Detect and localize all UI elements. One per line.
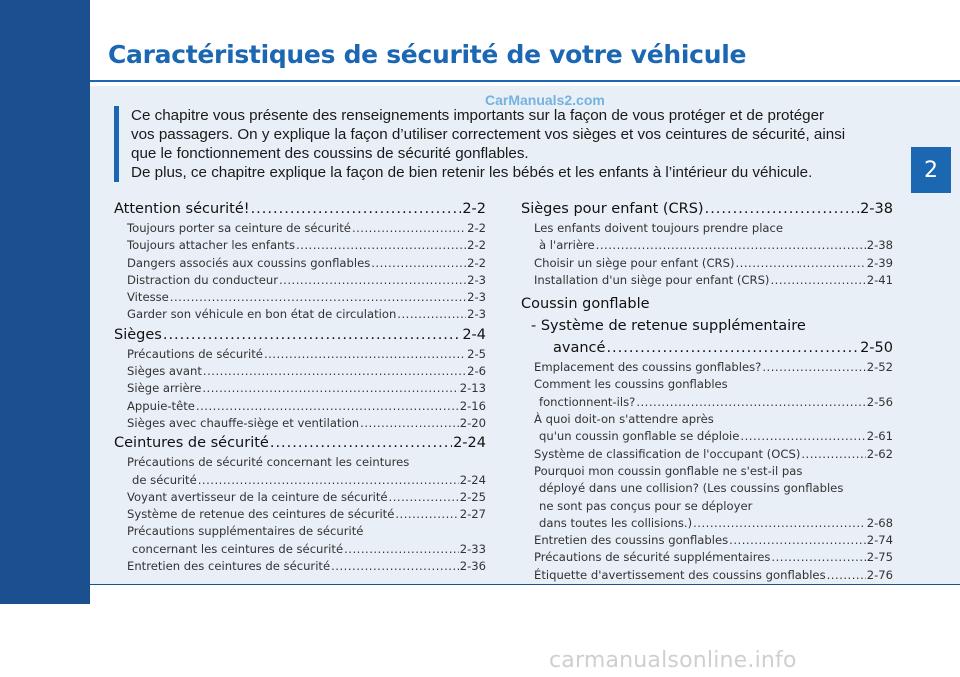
toc-page-number: 2-75 [866,550,893,565]
toc-entry-label: de sécurité [132,472,197,487]
toc-entry-label: Sièges avant [127,364,202,379]
toc-section-label: Attention sécurité! [114,201,250,217]
toc-leader [279,272,466,289]
toc-entry[interactable] [114,346,486,363]
toc-entry[interactable] [114,489,486,506]
intro-line: que le fonctionnement des coussins de sécurité gonflables. [131,145,529,162]
toc-leader [371,255,466,272]
toc-entry-continuation[interactable] [114,541,486,558]
watermark-bottom: carmanualsonline.info [549,648,797,673]
toc-entry-label: Précautions supplémentaires de sécurité [127,524,364,539]
title-rule [90,80,960,82]
toc-entry[interactable] [114,523,486,540]
toc-leader [360,415,459,432]
page-title: Caractéristiques de sécurité de votre véhicule [108,40,747,69]
toc-entry[interactable] [114,380,486,397]
toc-page-number: 2-38 [860,201,893,217]
toc-entry[interactable] [521,549,893,566]
toc-leader [196,398,459,415]
toc-leader [397,306,466,323]
toc-page-number: 2-25 [459,489,486,504]
toc-leader [771,549,865,566]
toc-page-number: 2-61 [866,429,893,444]
toc-section-continuation[interactable] [521,337,893,359]
toc-entry[interactable] [114,415,486,432]
toc-leader [636,394,865,411]
toc-leader [198,472,459,489]
toc-entry[interactable] [114,306,486,323]
toc-entry[interactable] [521,359,893,376]
toc-entry[interactable] [114,558,486,575]
toc-entry[interactable] [114,289,486,306]
toc-entry-label: Voyant avertisseur de la ceinture de sécurité [127,489,388,504]
toc-section-label: Sièges [114,326,162,343]
toc-entry-label: Système de retenue des ceintures de sécurité [127,507,395,522]
toc-entry-label: Vitesse [127,290,169,305]
toc-section-label: Sièges pour enfant (CRS) [521,201,704,217]
toc-leader [251,198,462,220]
toc-leader [352,220,466,237]
toc-entry[interactable] [521,411,893,428]
toc-leader [170,289,466,306]
toc-page-number: 2-27 [459,507,486,522]
toc-entry-label: ne sont pas conçus pour se déployer [539,498,753,513]
toc-page-number: 2-41 [866,272,893,287]
toc-entry-continuation[interactable] [521,498,893,515]
toc-entry-label: à l'arrière [539,238,595,253]
toc-page-number: 2-39 [866,255,893,270]
toc-leader [331,558,459,575]
toc-leader [693,515,866,532]
toc-entry-label: Emplacement des coussins gonflables? [534,360,762,375]
toc-section[interactable] [114,198,486,220]
toc-leader [735,255,865,272]
toc-entry-label: À quoi doit-on s'attendre après [534,412,714,427]
toc-page-number: 2-2 [467,221,486,235]
toc-entry[interactable] [114,220,486,237]
toc-entry[interactable] [114,272,486,289]
toc-leader [729,532,866,549]
toc-left-column [114,198,486,575]
toc-leader [770,272,865,289]
toc-leader [801,446,865,463]
toc-entry-continuation[interactable] [521,394,893,411]
toc-page-number: 2-50 [860,340,893,357]
toc-entry-label: Précautions de sécurité [127,346,263,361]
watermark-top: CarManuals2.com [485,92,605,108]
toc-entry[interactable] [521,567,893,584]
toc-page-number: 2-2 [467,238,486,253]
toc-entry-label: Siège arrière [127,381,202,396]
toc-entry-label: dans toutes les collisions.) [539,515,693,530]
toc-leader [163,324,461,346]
toc-leader [202,380,458,397]
toc-entry-label: qu'un coussin gonflable se déploie [539,429,740,444]
chapter-tab[interactable]: 2 [911,147,951,193]
toc-leader [606,337,859,359]
toc-section[interactable] [114,324,486,346]
toc-entry-continuation[interactable] [521,515,893,532]
toc-leader [740,428,865,445]
toc-entry[interactable] [114,398,486,415]
toc-entry-label: fonctionnent-ils? [539,394,636,409]
toc-entry-label: Étiquette d'avertissement des coussins gonflables [534,567,826,582]
toc-entry-label: Précautions de sécurité supplémentaires [534,550,771,565]
toc-entry-label: Pourquoi mon coussin gonflable ne s'est-il pas [534,463,803,478]
toc-entry-continuation[interactable] [521,428,893,445]
toc-section-label: Coussin gonflable [521,296,650,313]
toc-page-number: 2-74 [866,533,893,548]
toc-leader [705,198,859,220]
toc-entry-label: déployé dans une collision? (Les coussins gonflables [539,481,844,496]
toc-entry-label: Sièges avec chauffe-siège et ventilation [127,415,360,430]
toc-entry-label: Garder son véhicule en bon état de circulation [127,307,397,322]
toc-entry-label: Installation d'un siège pour enfant (CRS) [534,272,770,287]
toc-page-number: 2-6 [467,364,486,379]
toc-entry-label: Les enfants doivent toujours prendre place [534,221,784,235]
toc-entry[interactable] [521,446,893,463]
toc-leader [296,237,466,254]
left-color-bar [0,0,90,604]
toc-entry-label: Toujours attacher les enfants [127,238,295,253]
toc-entry[interactable] [114,506,486,523]
toc-section[interactable] [114,432,486,454]
toc-entry[interactable] [521,255,893,272]
footer-divider [90,584,960,605]
toc-leader [389,489,459,506]
toc-entry-label: Toujours porter sa ceinture de sécurité [127,221,351,235]
toc-entry[interactable] [114,363,486,380]
toc-page-number: 2-62 [866,446,893,461]
toc-entry[interactable] [521,272,893,289]
toc-entry[interactable] [114,237,486,254]
toc-section-label: avancé [553,340,606,357]
toc-entry-continuation[interactable] [114,472,486,489]
toc-entry[interactable] [521,532,893,549]
toc-page-number: 2-4 [462,326,486,343]
toc-entry-label: Choisir un siège pour enfant (CRS) [534,255,735,270]
toc-entry-label: Entretien des ceintures de sécurité [127,559,331,574]
toc-page-number: 2-52 [866,360,893,375]
toc-page-number: 2-2 [467,255,486,270]
toc-page-number: 2-56 [866,394,893,409]
toc-entry-continuation[interactable] [521,480,893,497]
toc-entry-label: Comment les coussins gonflables [534,377,728,392]
toc-page-number: 2-3 [467,272,486,287]
toc-leader [395,506,458,523]
toc-entry-continuation[interactable] [521,237,893,254]
toc-entry-label: Dangers associés aux coussins gonflables [127,255,371,270]
toc-page-number: 2-33 [459,541,486,556]
toc-page-number: 2-36 [459,559,486,574]
toc-entry-label: Précautions de sécurité concernant les ceintures [127,455,410,470]
toc-page-number: 2-76 [866,567,893,582]
intro-block [114,106,901,182]
toc-section[interactable] [521,293,893,315]
toc-entry-label: concernant les ceintures de sécurité [132,541,344,556]
toc-entry[interactable] [114,454,486,471]
toc-leader [203,363,466,380]
toc-page-number: 2-3 [467,290,486,305]
toc-entry[interactable] [521,220,893,237]
intro-line: Ce chapitre vous présente des renseignements importants sur la façon de vous protéger et de protéger [131,107,825,124]
toc-entry-label: Entretien des coussins gonflables [534,533,729,548]
toc-entry-label: Appuie-tête [127,398,195,413]
toc-entry-label: Système de classification de l'occupant (OCS) [534,446,801,461]
toc-entry-label: Distraction du conducteur [127,272,278,287]
toc-page-number: 2-13 [459,381,486,396]
toc-page-number: 2-5 [467,346,486,361]
toc-page-number: 2-16 [459,398,486,413]
toc-section[interactable] [521,198,893,220]
intro-line: De plus, ce chapitre explique la façon de bien retenir les bébés et les enfants à l’intérieur du véhicule. [131,164,813,181]
toc-page-number: 2-2 [462,201,486,217]
toc-section-label: Ceintures de sécurité [114,435,269,452]
toc-leader [270,432,452,454]
toc-section-continuation[interactable] [521,315,893,337]
toc-leader [827,567,866,584]
toc-leader [264,346,466,363]
toc-page-number: 2-20 [459,415,486,430]
toc-entry[interactable] [114,255,486,272]
intro-line: vos passagers. On y explique la façon d’utiliser correctement vos sièges et vos ceintures de sécurité, ainsi [131,126,846,143]
toc-leader [762,359,865,376]
toc-entry[interactable] [521,463,893,480]
toc-leader [596,237,866,254]
toc-right-column [521,198,893,584]
toc-page-number: 2-24 [453,435,486,452]
toc-leader [344,541,459,558]
toc-section-label: - Système de retenue supplémentaire [531,318,806,335]
toc-page-number: 2-68 [866,515,893,530]
toc-entry[interactable] [521,376,893,393]
toc-page-number: 2-38 [866,238,893,253]
toc-page-number: 2-3 [467,307,486,322]
toc-page-number: 2-24 [459,472,486,487]
